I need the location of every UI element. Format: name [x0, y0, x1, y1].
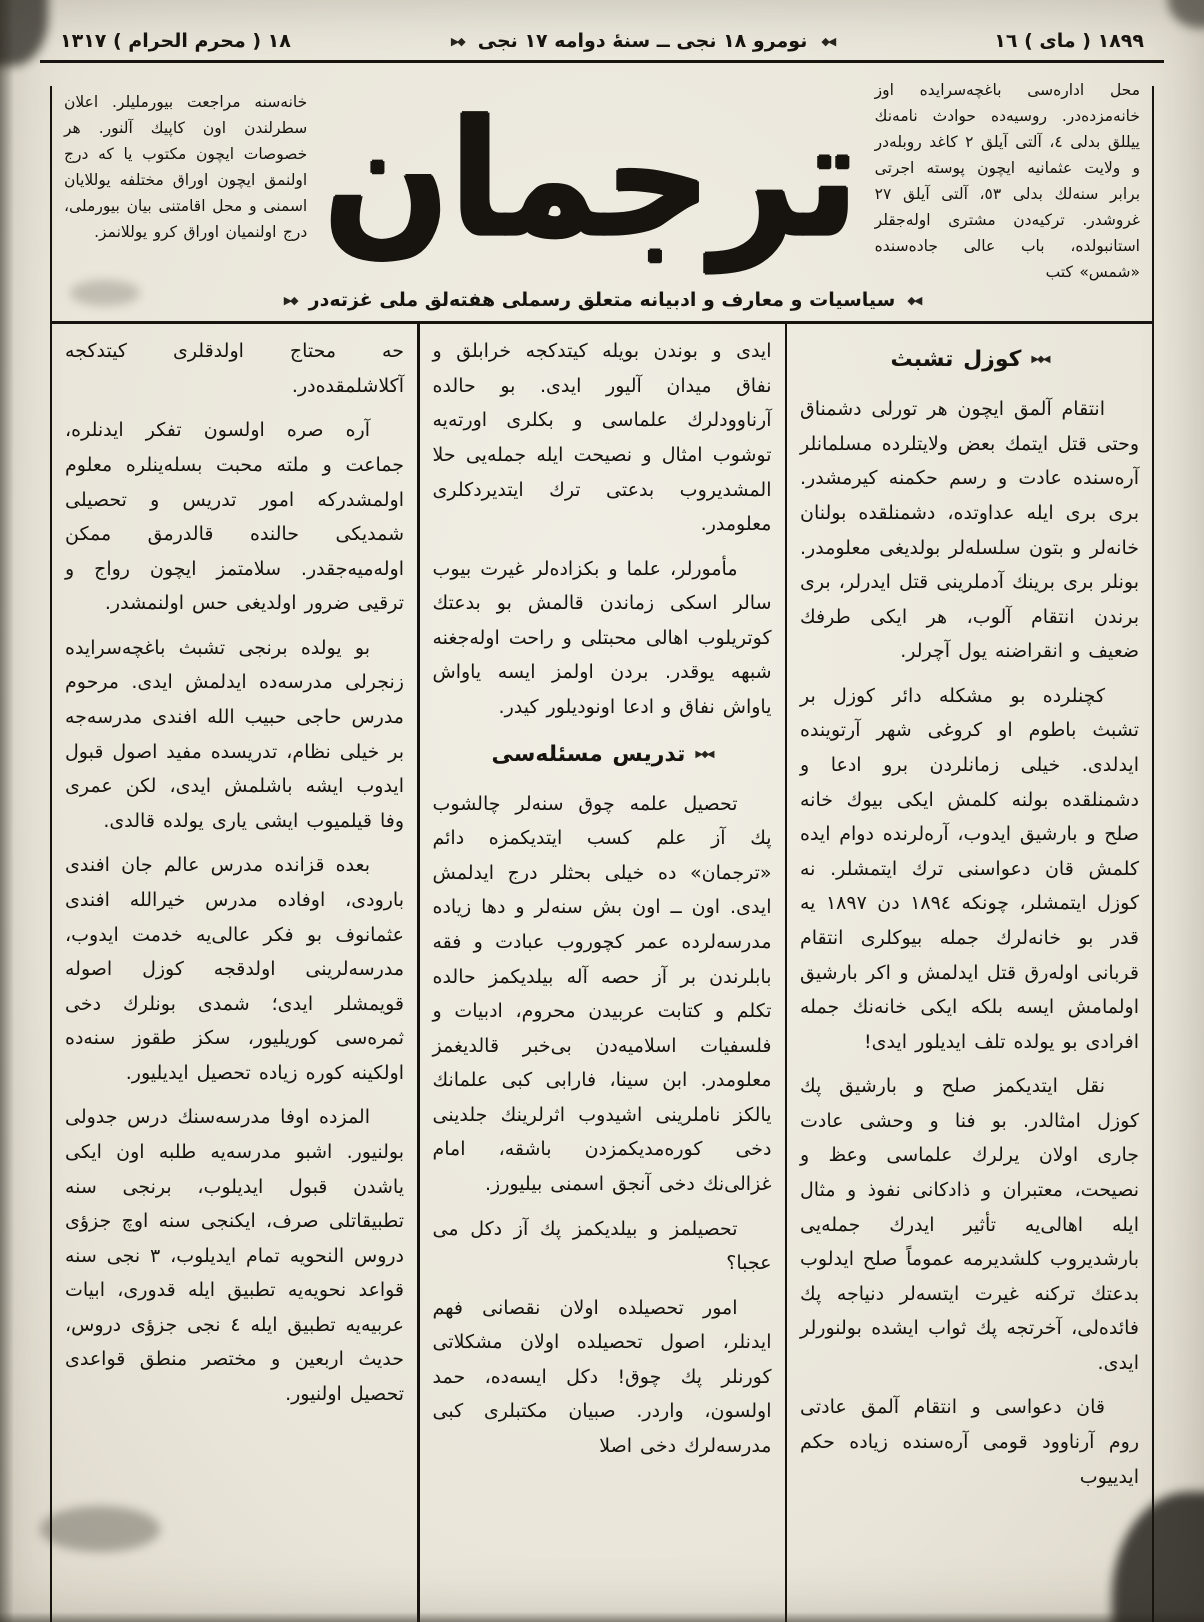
article-paragraph: مأمورلر، علما و بكزاده‌لر غيرت بيوب سالر اسكى زماندن قالمش بو بدعتك كوتريلوب اهالى محبتلى و راحت اوله‌جغنه شبهه يوقدر. بردن اولمز ايسه ياواش ياواش نفاق و ادعا اونوديلور كيدر.: [432, 557, 772, 719]
header-row: [0, 0, 1204, 60]
issue-number-text: نومرو ١٨ نجى ــ سنهٔ دوامه ١٧ نجى: [477, 30, 808, 52]
heading-text: تدريس مسئله‌سى: [491, 741, 686, 767]
article-paragraph: بو يولده برنجى تشبث باغچه‌سرايده زنجرلى مدرسه‌ده ايدلمش ايدى. مرحوم مدرس حاجى حبيب الله افندى مدرسه‌جه بر خيلى نظام، تدريسده مفيد اصول قبول ايدوب ايشه باشلمش ايدى، لكن عمرى وفا قيلميوب ايشى يارى يولده قالدى.: [65, 636, 404, 832]
article-paragraph: نقل ايتديكمز صلح و بارشيق پك كوزل امثالدر. بو فنا و وحشى عادت جارى اولان يرلرك علماسى وعظ و نصيحت، معتبران و ذادكانى نفوذ و مثال ايله اهالى‌يه تأثير ايدرك جمله‌يى بارشديروب كلشديرمه عموماً صلح ايدلوب بدعتك تركنه غيرت ايتسه‌لر دنياجه پك فائده‌لى، آخرتجه پك ثواب ايشده بولنورلر ايدى.: [800, 1075, 1139, 1374]
newspaper-title: ترجمان: [323, 85, 859, 272]
fleuron-icon: ◀◆: [907, 293, 921, 307]
column-divider: [417, 324, 420, 1622]
issue-line: [451, 30, 834, 52]
masthead-zone: [0, 63, 1204, 285]
fleuron-icon: ◀◆▶: [1031, 354, 1049, 366]
fleuron-icon: ◀◆▶: [695, 748, 713, 760]
hijri-date: ١٨ ( محرم الحرام ) ١٣١٧: [60, 30, 291, 52]
article-heading-guzel-tesebbus: [800, 340, 1139, 380]
masthead-title-wrap: [323, 73, 858, 285]
advertisement-notice: خانه‌سنه مراجعت بيورمليلر. اعلان سطرلندن اون كاپيك آلنور. هر خصوصات ايچون مكتوب يا كه درج اولنمق ايچون اوراق مختلفه يوللايان اسمنى و محل اقامتنى بيان بيورملى، درج اولنميان اوراق كرو يوللانمز.: [64, 93, 308, 242]
frame-rule-left: [50, 86, 52, 1622]
article-paragraph: ايدى و بوندن بويله كيتدكجه خرابلق و نفاق ميدان آليور ايدى. بو حالده آرناوودلرك علماسى و بكلرى اورته‌يه توشوب امثال و نصيحت ايله جمله‌يى حلا المشديروب بدعتى ترك ايتديردكلرى معلومدر.: [432, 340, 772, 536]
fleuron-icon: ◀◆: [821, 34, 835, 48]
newspaper-tagline: سياسيات و معارف و ادبيانه متعلق رسملى هفته‌لق ملى غزته‌در: [308, 289, 896, 312]
gregorian-date: ١٨٩٩ ( ماى ) ١٦: [994, 30, 1144, 52]
article-paragraph: آره صره اولسون تفكر ايدنلره، جماعت و ملته محبت بسله‌ينلره معلوم اولمشدركه امور تدريس و تحصيلى شمديكى حالنده قالدرمق ممكن اوله‌ميه‌جقدر. سلامتمز ايچون رواج و ترقيى ضرور اولديغى حس اولنمشدر.: [65, 419, 404, 615]
article-heading-tedris-meselesi: [433, 735, 772, 775]
frame-rule-right: [1152, 86, 1154, 1622]
article-paragraph: كچنلرده بو مشكله دائر كوزل بر تشبث باطوم او كروغى شهر آرتوينده ايدلدى. خيلى زمانلردن برو ادعا و دشمنلقده بولنه كلمش ايكى بيوك خانه صلح و بارشيق ايدوب، آره‌لرنده دوام ايده كلمش قان دعواسنى ترك ايتمشلر. نه كوزل ايتمشلر، چونكه ١٨٩٤ دن ١٨٩٧ يه قدر بو خانه‌لرك جمله بيوكلرى انتقام قربانى اوله‌رق قتل ايدلمش و اكر بارشيق اولمامش ايسه بلكه ايكى خانه‌نك جمله افرادى بو يولده تلف ايديلور ايدى!: [800, 684, 1139, 1053]
article-paragraph: المزده اوفا مدرسه‌سنك درس جدولى بولنيور. اشبو مدرسه‌يه طلبه اون ايكى ياشدن قبول ايديلوب، برنجى سنه تطبيقاتلى صرف، ايكنجى سنه اوچ جزؤى دروس النحويه تمام ايديلوب، ٣ نجى سنه قواعد نحويه‌يه تطبيق ايله قدورى، ابيات عربيه‌يه تطبيق ايله ٤ نجى جزؤى دروس، حديث اربعين و مختصر منطق قواعدى تحصيل اولنيور.: [65, 1106, 405, 1406]
article-paragraph: تحصيل علمه چوق سنه‌لر چالشوب پك آز علم كسب ايتديكمزه دائم «ترجمان» ده خيلى بحثلر درج ايدلمش ايدى. اون ــ اون بش سنه‌لر و دها زياده مدرسه‌لرده عمر كچوروب عبادت و فقه بابلرندن بر آز حصه آله بيلديكمز حالده تكلم و كتابت عربيدن محروم، ادبيات و فلسفيات اسلاميه‌دن بى‌خبر قالديغمز معلومدر. ابن سينا، فارابى كبى علمانك يالكز ناملرينى اشيدوب اثرلرينك جلدينى دخى كوره‌مديكمزدن باشقه، امام غزالى‌نك دخى آنجق اسمنى بيليورز.: [432, 792, 772, 1195]
article-columns: [52, 324, 1152, 1622]
office-address-notice: محل اداره‌سى باغچه‌سرايده اوز خانه‌مزده‌در. روسيه‌ده حوادث نامه‌نك ييللق بدلى ٤، آلتى آيلق ٢ كاغد روبله‌در و ولايت عثمانيه ايچون پوسته اجرتى برابر سنه‌لك بدلى ٥٣، آلتى آيلق ٢٧ غروشدر. تركيه‌دن مشترى اوله‌جقلر استانبولده، باب عالى جاده‌سنده «شمس» كتب: [874, 81, 1141, 282]
column-divider: [785, 324, 788, 1622]
article-paragraph: امور تحصيلده اولان نقصانى فهم ايدنلر، اصول تحصيلده اولان مشكلاتى كورنلر پك چوق! دكل ايسه‌ده، حمد اولسون، واردر. صبيان مكتبلرى كبى مدرسه‌لرك دخى اصلا: [432, 1296, 772, 1458]
article-paragraph: انتقام آلمق ايچون هر تورلى دشمناق وحتى قتل ايتمك بعض ولايتلرده مسلمانلر آره‌سنده عادت و رسم حكمنه كيرمشدر. برى برى ايله عداوتده، دشمنلقده بولنان خانه‌لر و بتون سلسله‌لر بولديغى معلومدر. بونلر برى برينك آدملرينى قتل ايدرلر، برى برندن انتقام آلوب، هر ايكى طرفك ضعيف و انقراضنه يول آچرلر.: [800, 398, 1139, 663]
article-paragraph: بعده قزانده مدرس عالم جان افندى بارودى، اوفاده مدرس خيرالله افندى عثمانوف بو فكر عالى‌يه خدمت ايدوب، مدرسه‌لرينى اولدقجه كوزل اصوله قويمشلر ايدى؛ شمدى بونلرك دخى ثمره‌سى كوريليور، سكز طقوز سنه‌ده اولكينه كوره زياده تحصيل ايديليور.: [65, 854, 404, 1084]
article-paragraph: قان دعواسى و انتقام آلمق عادتى روم آرناوود قومى آره‌سنده زياده حكم ايدييوب: [800, 1396, 1139, 1488]
article-paragraph: تحصيلمز و بيلديكمز پك آز دكل مى عجبا؟: [432, 1217, 772, 1275]
column-left: [52, 324, 417, 1622]
fleuron-icon: ◆▶: [283, 293, 297, 307]
column-right: [787, 324, 1152, 1622]
article-paragraph: حه محتاج اولدقلرى كيتدكجه آكلاشلمقده‌در.: [65, 340, 404, 397]
column-middle: [420, 324, 785, 1622]
heading-text: كوزل تشبث: [890, 347, 1022, 373]
fleuron-icon: ◆▶: [450, 34, 464, 48]
tagline-row: [0, 285, 1204, 321]
